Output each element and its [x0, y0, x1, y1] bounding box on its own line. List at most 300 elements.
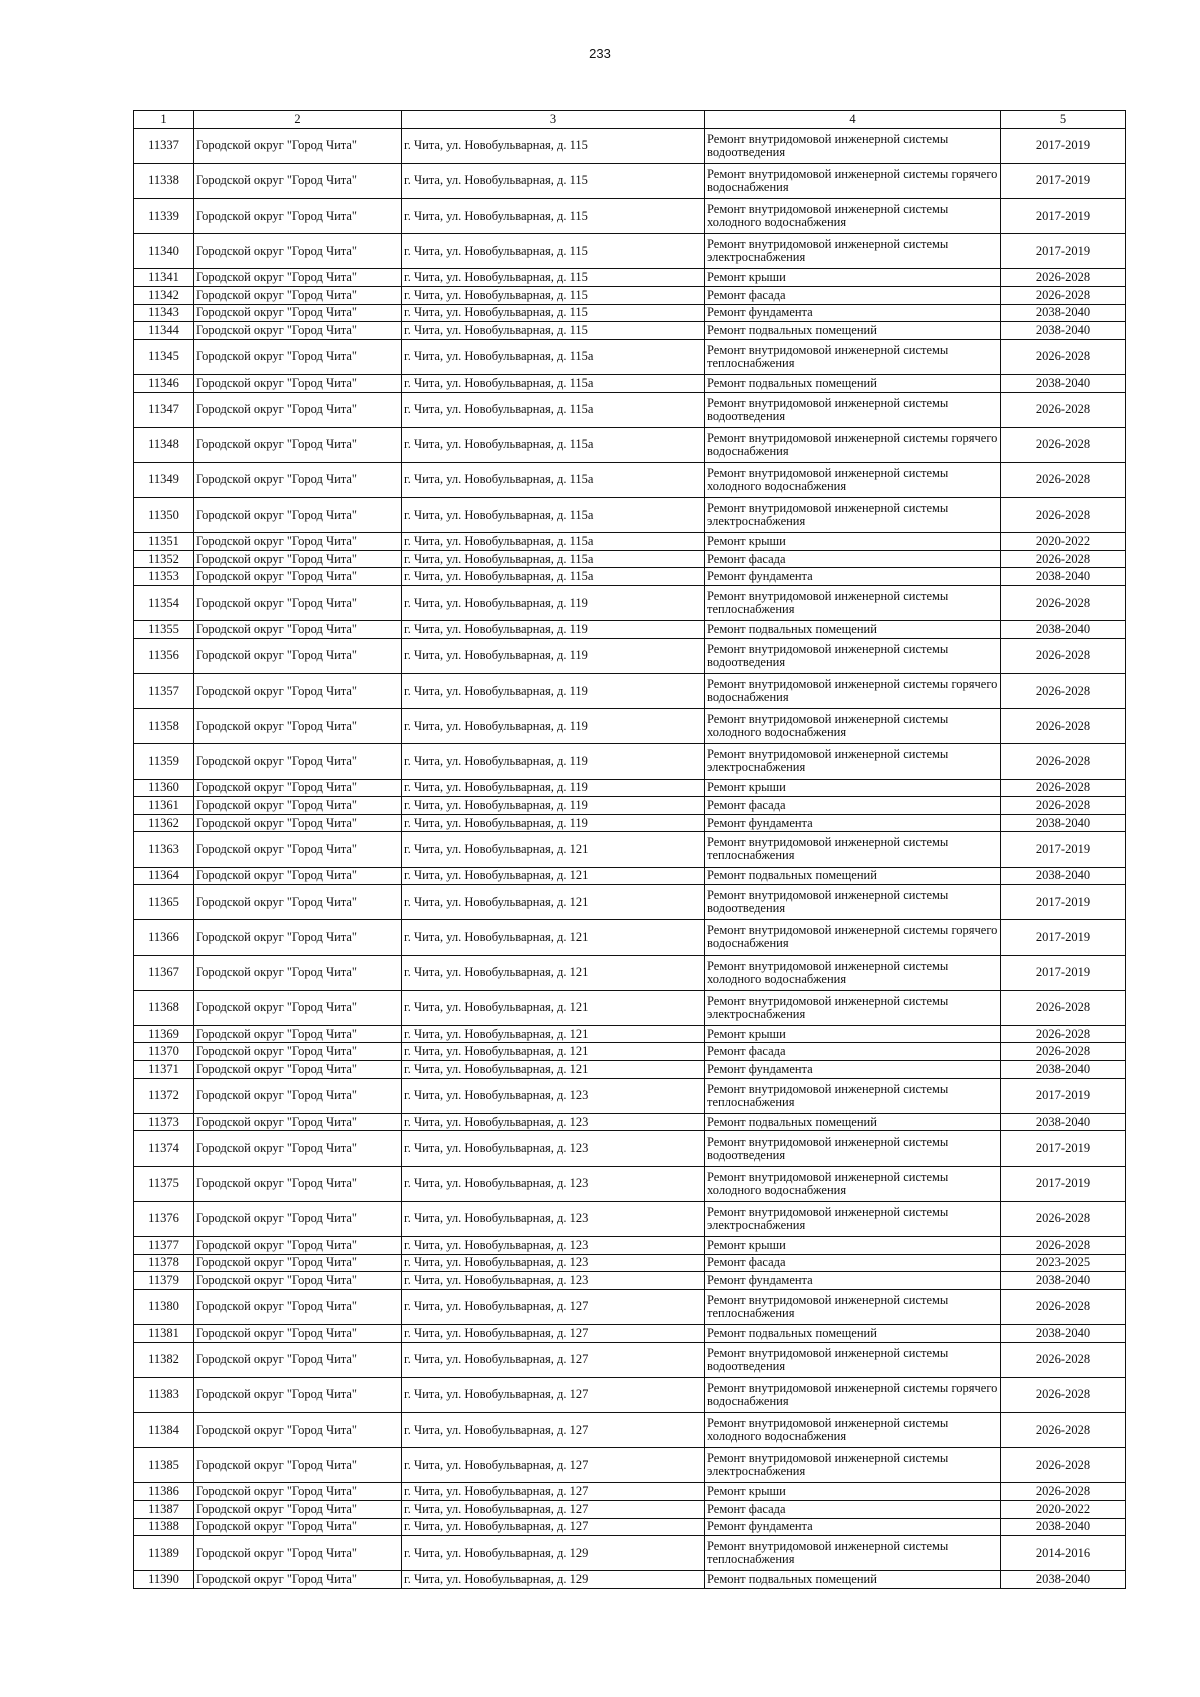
municipality-cell: Городской округ "Город Чита"	[194, 533, 402, 551]
address-cell: г. Чита, ул. Новобульварная, д. 121	[402, 1025, 705, 1043]
municipality-cell: Городской округ "Город Чита"	[194, 779, 402, 797]
period-cell: 2026-2028	[1001, 1377, 1126, 1412]
municipality-cell: Городской округ "Город Чита"	[194, 1289, 402, 1324]
table-row	[134, 339, 1126, 374]
row-number-cell: 11368	[134, 990, 194, 1025]
address-cell: г. Чита, ул. Новобульварная, д. 121	[402, 955, 705, 990]
work-type-cell: Ремонт фундамента	[705, 304, 1001, 322]
address-cell: г. Чита, ул. Новобульварная, д. 119	[402, 779, 705, 797]
work-type-cell: Ремонт внутридомовой инженерной системы холодного водоснабжения	[705, 1166, 1001, 1201]
municipality-cell: Городской округ "Город Чита"	[194, 339, 402, 374]
work-type-cell: Ремонт внутридомовой инженерной системы горячего водоснабжения	[705, 427, 1001, 462]
address-cell: г. Чита, ул. Новобульварная, д. 115	[402, 234, 705, 269]
table-row	[134, 498, 1126, 533]
row-number-cell: 11372	[134, 1078, 194, 1113]
municipality-cell: Городской округ "Город Чита"	[194, 234, 402, 269]
table-row	[134, 990, 1126, 1025]
row-number-cell: 11345	[134, 339, 194, 374]
table-row	[134, 797, 1126, 815]
period-cell: 2026-2028	[1001, 339, 1126, 374]
period-cell: 2014-2016	[1001, 1536, 1126, 1571]
work-type-cell: Ремонт фасада	[705, 286, 1001, 304]
row-number-cell: 11358	[134, 709, 194, 744]
work-type-cell: Ремонт внутридомовой инженерной системы горячего водоснабжения	[705, 1377, 1001, 1412]
row-number-cell: 11359	[134, 744, 194, 779]
municipality-cell: Городской округ "Город Чита"	[194, 1043, 402, 1061]
table-row	[134, 1289, 1126, 1324]
period-cell: 2026-2028	[1001, 462, 1126, 497]
municipality-cell: Городской округ "Город Чита"	[194, 920, 402, 955]
table-row	[134, 1272, 1126, 1290]
address-cell: г. Чита, ул. Новобульварная, д. 121	[402, 1043, 705, 1061]
work-type-cell: Ремонт внутридомовой инженерной системы горячего водоснабжения	[705, 920, 1001, 955]
row-number-cell: 11390	[134, 1571, 194, 1589]
row-number-cell: 11383	[134, 1377, 194, 1412]
table-row	[134, 621, 1126, 639]
work-type-cell: Ремонт внутридомовой инженерной системы электроснабжения	[705, 744, 1001, 779]
row-number-cell: 11346	[134, 374, 194, 392]
work-type-cell: Ремонт внутридомовой инженерной системы холодного водоснабжения	[705, 198, 1001, 233]
table-row	[134, 1254, 1126, 1272]
table-row	[134, 1412, 1126, 1447]
row-number-cell: 11351	[134, 533, 194, 551]
table-row	[134, 1237, 1126, 1255]
column-header: 1	[134, 111, 194, 129]
row-number-cell: 11367	[134, 955, 194, 990]
municipality-cell: Городской округ "Город Чита"	[194, 814, 402, 832]
period-cell: 2017-2019	[1001, 832, 1126, 867]
municipality-cell: Городской округ "Город Чита"	[194, 550, 402, 568]
address-cell: г. Чита, ул. Новобульварная, д. 123	[402, 1131, 705, 1166]
table-row	[134, 1571, 1126, 1589]
municipality-cell: Городской округ "Город Чита"	[194, 586, 402, 621]
table-row	[134, 286, 1126, 304]
work-type-cell: Ремонт внутридомовой инженерной системы холодного водоснабжения	[705, 462, 1001, 497]
row-number-cell: 11363	[134, 832, 194, 867]
table-row	[134, 779, 1126, 797]
address-cell: г. Чита, ул. Новобульварная, д. 115а	[402, 533, 705, 551]
work-type-cell: Ремонт внутридомовой инженерной системы теплоснабжения	[705, 586, 1001, 621]
row-number-cell: 11338	[134, 163, 194, 198]
period-cell: 2026-2028	[1001, 427, 1126, 462]
table-row	[134, 1166, 1126, 1201]
table-row	[134, 462, 1126, 497]
municipality-cell: Городской округ "Город Чита"	[194, 1536, 402, 1571]
work-type-cell: Ремонт внутридомовой инженерной системы водоотведения	[705, 1131, 1001, 1166]
period-cell: 2038-2040	[1001, 322, 1126, 340]
work-type-cell: Ремонт внутридомовой инженерной системы горячего водоснабжения	[705, 163, 1001, 198]
period-cell: 2020-2022	[1001, 533, 1126, 551]
municipality-cell: Городской округ "Город Чита"	[194, 392, 402, 427]
period-cell: 2026-2028	[1001, 1201, 1126, 1236]
work-type-cell: Ремонт внутридомовой инженерной системы водоотведения	[705, 1342, 1001, 1377]
period-cell: 2026-2028	[1001, 638, 1126, 673]
municipality-cell: Городской округ "Город Чита"	[194, 128, 402, 163]
work-type-cell: Ремонт внутридомовой инженерной системы электроснабжения	[705, 990, 1001, 1025]
address-cell: г. Чита, ул. Новобульварная, д. 115а	[402, 392, 705, 427]
municipality-cell: Городской округ "Город Чита"	[194, 1324, 402, 1342]
period-cell: 2026-2028	[1001, 586, 1126, 621]
table-row	[134, 1025, 1126, 1043]
row-number-cell: 11376	[134, 1201, 194, 1236]
work-type-cell: Ремонт фасада	[705, 550, 1001, 568]
row-number-cell: 11365	[134, 885, 194, 920]
period-cell: 2017-2019	[1001, 955, 1126, 990]
row-number-cell: 11343	[134, 304, 194, 322]
work-type-cell: Ремонт внутридомовой инженерной системы теплоснабжения	[705, 1078, 1001, 1113]
table-row	[134, 550, 1126, 568]
address-cell: г. Чита, ул. Новобульварная, д. 123	[402, 1113, 705, 1131]
row-number-cell: 11379	[134, 1272, 194, 1290]
address-cell: г. Чита, ул. Новобульварная, д. 127	[402, 1324, 705, 1342]
municipality-cell: Городской округ "Город Чита"	[194, 163, 402, 198]
column-header: 2	[194, 111, 402, 129]
row-number-cell: 11387	[134, 1500, 194, 1518]
address-cell: г. Чита, ул. Новобульварная, д. 129	[402, 1571, 705, 1589]
address-cell: г. Чита, ул. Новобульварная, д. 121	[402, 990, 705, 1025]
period-cell: 2026-2028	[1001, 709, 1126, 744]
address-cell: г. Чита, ул. Новобульварная, д. 119	[402, 586, 705, 621]
work-type-cell: Ремонт крыши	[705, 1025, 1001, 1043]
work-type-cell: Ремонт крыши	[705, 1483, 1001, 1501]
table-row	[134, 1377, 1126, 1412]
municipality-cell: Городской округ "Город Чита"	[194, 744, 402, 779]
period-cell: 2023-2025	[1001, 1254, 1126, 1272]
row-number-cell: 11373	[134, 1113, 194, 1131]
address-cell: г. Чита, ул. Новобульварная, д. 123	[402, 1078, 705, 1113]
table-row	[134, 1483, 1126, 1501]
period-cell: 2038-2040	[1001, 814, 1126, 832]
row-number-cell: 11362	[134, 814, 194, 832]
table-row	[134, 1201, 1126, 1236]
address-cell: г. Чита, ул. Новобульварная, д. 119	[402, 709, 705, 744]
work-type-cell: Ремонт подвальных помещений	[705, 1113, 1001, 1131]
row-number-cell: 11366	[134, 920, 194, 955]
table-row	[134, 1078, 1126, 1113]
row-number-cell: 11342	[134, 286, 194, 304]
table-row	[134, 568, 1126, 586]
work-type-cell: Ремонт подвальных помещений	[705, 374, 1001, 392]
period-cell: 2026-2028	[1001, 1043, 1126, 1061]
municipality-cell: Городской округ "Город Чита"	[194, 1571, 402, 1589]
municipality-cell: Городской округ "Город Чита"	[194, 286, 402, 304]
municipality-cell: Городской округ "Город Чита"	[194, 867, 402, 885]
work-type-cell: Ремонт фундамента	[705, 1061, 1001, 1079]
work-type-cell: Ремонт внутридомовой инженерной системы теплоснабжения	[705, 1536, 1001, 1571]
address-cell: г. Чита, ул. Новобульварная, д. 115а	[402, 568, 705, 586]
address-cell: г. Чита, ул. Новобульварная, д. 127	[402, 1448, 705, 1483]
row-number-cell: 11375	[134, 1166, 194, 1201]
row-number-cell: 11364	[134, 867, 194, 885]
period-cell: 2038-2040	[1001, 1272, 1126, 1290]
period-cell: 2026-2028	[1001, 392, 1126, 427]
period-cell: 2026-2028	[1001, 1237, 1126, 1255]
period-cell: 2017-2019	[1001, 920, 1126, 955]
work-type-cell: Ремонт фундамента	[705, 568, 1001, 586]
municipality-cell: Городской округ "Город Чита"	[194, 304, 402, 322]
table-row	[134, 1061, 1126, 1079]
work-type-cell: Ремонт фундамента	[705, 1518, 1001, 1536]
address-cell: г. Чита, ул. Новобульварная, д. 127	[402, 1377, 705, 1412]
table-row	[134, 533, 1126, 551]
work-type-cell: Ремонт подвальных помещений	[705, 322, 1001, 340]
period-cell: 2017-2019	[1001, 1131, 1126, 1166]
address-cell: г. Чита, ул. Новобульварная, д. 115а	[402, 427, 705, 462]
row-number-cell: 11377	[134, 1237, 194, 1255]
row-number-cell: 11347	[134, 392, 194, 427]
period-cell: 2017-2019	[1001, 163, 1126, 198]
table-row	[134, 128, 1126, 163]
table-row	[134, 586, 1126, 621]
work-type-cell: Ремонт подвальных помещений	[705, 1324, 1001, 1342]
address-cell: г. Чита, ул. Новобульварная, д. 115а	[402, 550, 705, 568]
period-cell: 2026-2028	[1001, 269, 1126, 287]
work-type-cell: Ремонт подвальных помещений	[705, 1571, 1001, 1589]
municipality-cell: Городской округ "Город Чита"	[194, 1061, 402, 1079]
address-cell: г. Чита, ул. Новобульварная, д. 127	[402, 1342, 705, 1377]
row-number-cell: 11353	[134, 568, 194, 586]
municipality-cell: Городской округ "Город Чита"	[194, 1078, 402, 1113]
address-cell: г. Чита, ул. Новобульварная, д. 115а	[402, 374, 705, 392]
row-number-cell: 11374	[134, 1131, 194, 1166]
period-cell: 2038-2040	[1001, 621, 1126, 639]
row-number-cell: 11389	[134, 1536, 194, 1571]
municipality-cell: Городской округ "Город Чита"	[194, 498, 402, 533]
table-row	[134, 832, 1126, 867]
table-row	[134, 920, 1126, 955]
work-type-cell: Ремонт внутридомовой инженерной системы теплоснабжения	[705, 1289, 1001, 1324]
table-body	[134, 111, 1126, 1589]
address-cell: г. Чита, ул. Новобульварная, д. 123	[402, 1254, 705, 1272]
table-row	[134, 867, 1126, 885]
address-cell: г. Чита, ул. Новобульварная, д. 123	[402, 1201, 705, 1236]
row-number-cell: 11381	[134, 1324, 194, 1342]
address-cell: г. Чита, ул. Новобульварная, д. 115	[402, 304, 705, 322]
municipality-cell: Городской округ "Город Чита"	[194, 1377, 402, 1412]
work-type-cell: Ремонт подвальных помещений	[705, 867, 1001, 885]
period-cell: 2026-2028	[1001, 1483, 1126, 1501]
period-cell: 2038-2040	[1001, 1324, 1126, 1342]
row-number-cell: 11340	[134, 234, 194, 269]
table-row	[134, 814, 1126, 832]
period-cell: 2017-2019	[1001, 1166, 1126, 1201]
address-cell: г. Чита, ул. Новобульварная, д. 127	[402, 1483, 705, 1501]
table-row	[134, 1518, 1126, 1536]
address-cell: г. Чита, ул. Новобульварная, д. 115а	[402, 339, 705, 374]
row-number-cell: 11371	[134, 1061, 194, 1079]
period-cell: 2017-2019	[1001, 234, 1126, 269]
period-cell: 2026-2028	[1001, 674, 1126, 709]
work-type-cell: Ремонт фасада	[705, 1254, 1001, 1272]
work-type-cell: Ремонт внутридомовой инженерной системы водоотведения	[705, 638, 1001, 673]
table-row	[134, 304, 1126, 322]
table-row	[134, 1113, 1126, 1131]
municipality-cell: Городской округ "Город Чита"	[194, 322, 402, 340]
row-number-cell: 11354	[134, 586, 194, 621]
table-row	[134, 885, 1126, 920]
table-row	[134, 198, 1126, 233]
address-cell: г. Чита, ул. Новобульварная, д. 121	[402, 1061, 705, 1079]
address-cell: г. Чита, ул. Новобульварная, д. 123	[402, 1237, 705, 1255]
table-row	[134, 1324, 1126, 1342]
row-number-cell: 11361	[134, 797, 194, 815]
period-cell: 2026-2028	[1001, 1289, 1126, 1324]
work-type-cell: Ремонт внутридомовой инженерной системы теплоснабжения	[705, 832, 1001, 867]
work-type-cell: Ремонт внутридомовой инженерной системы электроснабжения	[705, 1201, 1001, 1236]
municipality-cell: Городской округ "Город Чита"	[194, 1518, 402, 1536]
row-number-cell: 11348	[134, 427, 194, 462]
row-number-cell: 11337	[134, 128, 194, 163]
municipality-cell: Городской округ "Город Чита"	[194, 832, 402, 867]
period-cell: 2038-2040	[1001, 568, 1126, 586]
row-number-cell: 11344	[134, 322, 194, 340]
table-row	[134, 1131, 1126, 1166]
municipality-cell: Городской округ "Город Чита"	[194, 797, 402, 815]
municipality-cell: Городской округ "Город Чита"	[194, 1483, 402, 1501]
municipality-cell: Городской округ "Город Чита"	[194, 709, 402, 744]
address-cell: г. Чита, ул. Новобульварная, д. 121	[402, 867, 705, 885]
row-number-cell: 11378	[134, 1254, 194, 1272]
period-cell: 2038-2040	[1001, 1113, 1126, 1131]
address-cell: г. Чита, ул. Новобульварная, д. 121	[402, 885, 705, 920]
table-row	[134, 1536, 1126, 1571]
address-cell: г. Чита, ул. Новобульварная, д. 127	[402, 1518, 705, 1536]
work-type-cell: Ремонт крыши	[705, 533, 1001, 551]
municipality-cell: Городской округ "Город Чита"	[194, 1272, 402, 1290]
work-type-cell: Ремонт внутридомовой инженерной системы горячего водоснабжения	[705, 674, 1001, 709]
table-row	[134, 427, 1126, 462]
address-cell: г. Чита, ул. Новобульварная, д. 129	[402, 1536, 705, 1571]
period-cell: 2026-2028	[1001, 498, 1126, 533]
address-cell: г. Чита, ул. Новобульварная, д. 123	[402, 1272, 705, 1290]
address-cell: г. Чита, ул. Новобульварная, д. 127	[402, 1412, 705, 1447]
column-header: 3	[402, 111, 705, 129]
work-type-cell: Ремонт внутридомовой инженерной системы электроснабжения	[705, 1448, 1001, 1483]
period-cell: 2026-2028	[1001, 990, 1126, 1025]
municipality-cell: Городской округ "Город Чита"	[194, 1237, 402, 1255]
address-cell: г. Чита, ул. Новобульварная, д. 119	[402, 744, 705, 779]
row-number-cell: 11388	[134, 1518, 194, 1536]
address-cell: г. Чита, ул. Новобульварная, д. 119	[402, 814, 705, 832]
work-type-cell: Ремонт крыши	[705, 269, 1001, 287]
period-cell: 2026-2028	[1001, 1448, 1126, 1483]
period-cell: 2026-2028	[1001, 1342, 1126, 1377]
address-cell: г. Чита, ул. Новобульварная, д. 115	[402, 163, 705, 198]
period-cell: 2017-2019	[1001, 198, 1126, 233]
municipality-cell: Городской округ "Город Чита"	[194, 990, 402, 1025]
work-type-cell: Ремонт внутридомовой инженерной системы водоотведения	[705, 392, 1001, 427]
table-row	[134, 163, 1126, 198]
period-cell: 2017-2019	[1001, 128, 1126, 163]
row-number-cell: 11360	[134, 779, 194, 797]
work-type-cell: Ремонт внутридомовой инженерной системы водоотведения	[705, 128, 1001, 163]
row-number-cell: 11384	[134, 1412, 194, 1447]
period-cell: 2026-2028	[1001, 744, 1126, 779]
municipality-cell: Городской округ "Город Чита"	[194, 1500, 402, 1518]
column-header: 5	[1001, 111, 1126, 129]
row-number-cell: 11382	[134, 1342, 194, 1377]
municipality-cell: Городской округ "Город Чита"	[194, 1113, 402, 1131]
repair-schedule-table	[133, 110, 1126, 1589]
work-type-cell: Ремонт фундамента	[705, 1272, 1001, 1290]
address-cell: г. Чита, ул. Новобульварная, д. 115а	[402, 498, 705, 533]
work-type-cell: Ремонт фундамента	[705, 814, 1001, 832]
row-number-cell: 11380	[134, 1289, 194, 1324]
period-cell: 2038-2040	[1001, 867, 1126, 885]
address-cell: г. Чита, ул. Новобульварная, д. 121	[402, 832, 705, 867]
period-cell: 2026-2028	[1001, 286, 1126, 304]
address-cell: г. Чита, ул. Новобульварная, д. 115а	[402, 462, 705, 497]
period-cell: 2026-2028	[1001, 779, 1126, 797]
period-cell: 2026-2028	[1001, 1412, 1126, 1447]
address-cell: г. Чита, ул. Новобульварная, д. 127	[402, 1289, 705, 1324]
table-row	[134, 269, 1126, 287]
period-cell: 2017-2019	[1001, 1078, 1126, 1113]
row-number-cell: 11352	[134, 550, 194, 568]
page-number: 233	[589, 46, 611, 61]
address-cell: г. Чита, ул. Новобульварная, д. 127	[402, 1500, 705, 1518]
work-type-cell: Ремонт внутридомовой инженерной системы холодного водоснабжения	[705, 955, 1001, 990]
table-row	[134, 744, 1126, 779]
row-number-cell: 11349	[134, 462, 194, 497]
row-number-cell: 11385	[134, 1448, 194, 1483]
table-row	[134, 374, 1126, 392]
row-number-cell: 11356	[134, 638, 194, 673]
municipality-cell: Городской округ "Город Чита"	[194, 1131, 402, 1166]
municipality-cell: Городской округ "Город Чита"	[194, 269, 402, 287]
municipality-cell: Городской округ "Город Чита"	[194, 955, 402, 990]
work-type-cell: Ремонт внутридомовой инженерной системы теплоснабжения	[705, 339, 1001, 374]
address-cell: г. Чита, ул. Новобульварная, д. 115	[402, 128, 705, 163]
work-type-cell: Ремонт фасада	[705, 1043, 1001, 1061]
period-cell: 2020-2022	[1001, 1500, 1126, 1518]
municipality-cell: Городской округ "Город Чита"	[194, 1025, 402, 1043]
table-row	[134, 709, 1126, 744]
address-cell: г. Чита, ул. Новобульварная, д. 119	[402, 797, 705, 815]
row-number-cell: 11370	[134, 1043, 194, 1061]
municipality-cell: Городской округ "Город Чита"	[194, 638, 402, 673]
table-row	[134, 234, 1126, 269]
address-cell: г. Чита, ул. Новобульварная, д. 123	[402, 1166, 705, 1201]
row-number-cell: 11339	[134, 198, 194, 233]
address-cell: г. Чита, ул. Новобульварная, д. 119	[402, 621, 705, 639]
work-type-cell: Ремонт внутридомовой инженерной системы водоотведения	[705, 885, 1001, 920]
work-type-cell: Ремонт крыши	[705, 1237, 1001, 1255]
period-cell: 2038-2040	[1001, 304, 1126, 322]
table-row	[134, 638, 1126, 673]
municipality-cell: Городской округ "Город Чита"	[194, 1166, 402, 1201]
table-row	[134, 1448, 1126, 1483]
row-number-cell: 11357	[134, 674, 194, 709]
period-cell: 2026-2028	[1001, 1025, 1126, 1043]
table-header-row	[134, 111, 1126, 129]
row-number-cell: 11350	[134, 498, 194, 533]
municipality-cell: Городской округ "Город Чита"	[194, 621, 402, 639]
address-cell: г. Чита, ул. Новобульварная, д. 115	[402, 269, 705, 287]
municipality-cell: Городской округ "Город Чита"	[194, 1342, 402, 1377]
municipality-cell: Городской округ "Город Чита"	[194, 1254, 402, 1272]
work-type-cell: Ремонт фасада	[705, 1500, 1001, 1518]
row-number-cell: 11369	[134, 1025, 194, 1043]
period-cell: 2038-2040	[1001, 374, 1126, 392]
municipality-cell: Городской округ "Город Чита"	[194, 198, 402, 233]
table-row	[134, 955, 1126, 990]
table-row	[134, 1500, 1126, 1518]
municipality-cell: Городской округ "Город Чита"	[194, 427, 402, 462]
table-row	[134, 1342, 1126, 1377]
municipality-cell: Городской округ "Город Чита"	[194, 568, 402, 586]
period-cell: 2026-2028	[1001, 550, 1126, 568]
